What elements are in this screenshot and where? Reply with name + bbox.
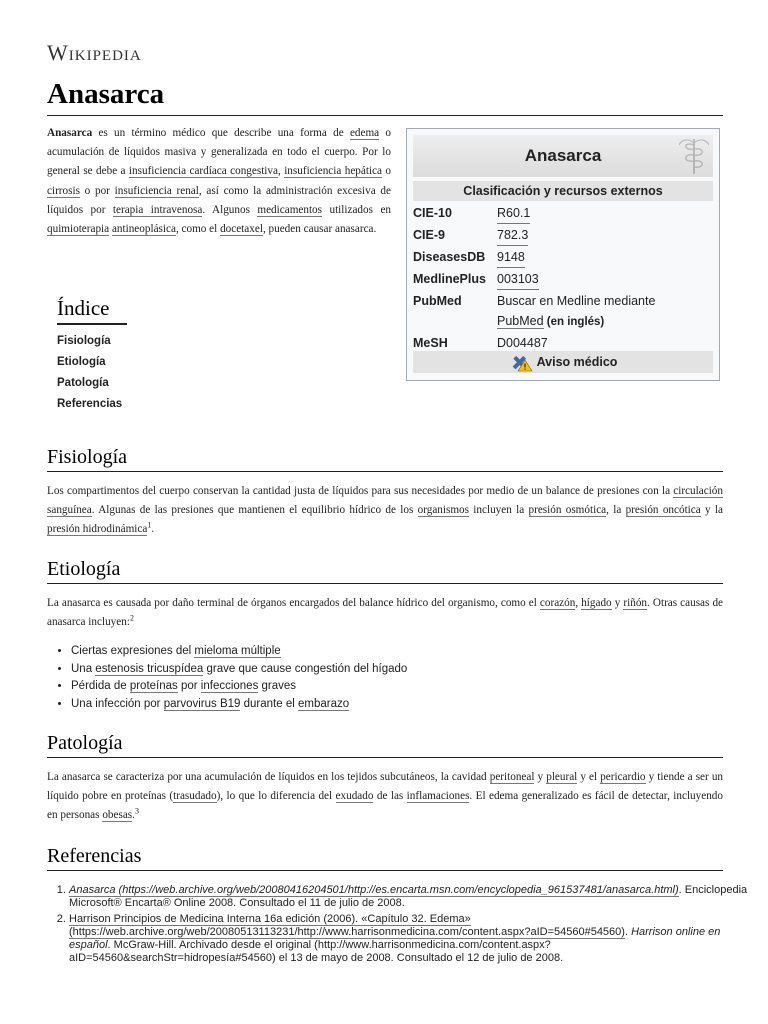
link-inflamaciones[interactable]: inflamaciones [406,790,470,803]
body-text: y tiende a ser un líquido pobre en proteínas ( [47,771,724,803]
list-text: grave que cause congestión del hígado [203,662,408,675]
infobox-value: Buscar en Medline mediante [497,294,656,308]
section-body-etiologia [47,594,723,632]
infobox-value[interactable]: D004487 [497,333,548,354]
table-of-contents [57,296,127,415]
medical-warning-icon [509,354,533,372]
link-pericardio[interactable]: pericardio [600,771,646,783]
section-heading-fisiologia: Fisiología [47,446,723,472]
link-docetaxel[interactable]: docetaxel [220,223,263,236]
reference-publication: Harrison online en español [69,926,721,951]
references-list [47,884,753,968]
list-item [71,678,711,696]
citation-1[interactable]: 1 [147,520,152,530]
body-text: y [534,771,547,783]
link-pubmed[interactable]: PubMed [497,314,544,328]
list-item [71,643,711,661]
infobox-value[interactable]: 782.3 [497,225,528,246]
lead-paragraph [47,124,391,239]
lead-text: utilizados en [322,203,391,216]
list-text: Ciertas expresiones del [71,645,195,657]
link-insuficiencia-renal[interactable]: insuficiencia renal [114,184,199,197]
link-presion-oncotica[interactable]: presión oncótica [625,504,701,517]
reference-title: Anasarca (https://web.archive.org/web/20080416204501/http://es.encarta.msn.com/encyclopedia_961537481/anasarca.html) [69,884,679,896]
link-corazon[interactable]: corazón [539,597,576,609]
page-title: Anasarca [47,78,723,116]
body-text: . [132,809,135,822]
toc-title: Índice [57,296,127,325]
link-peritoneal[interactable]: peritoneal [489,771,535,783]
lead-text: o acumulación de líquidos masiva y generalizada en todo el cuerpo. Por lo general se debe a [47,127,392,178]
link-medicamentos[interactable]: medicamentos [257,203,323,216]
body-text: y [611,597,624,609]
link-trasudado[interactable]: trasudado [173,790,217,803]
infobox-value[interactable]: 9148 [497,247,525,268]
body-text: . [151,523,155,536]
body-text: La anasarca es causada por daño terminal de órganos encargados del balance hídrico del organismo, como el [47,597,540,609]
reference-item [69,913,753,965]
infobox-row-cie10 [413,203,713,225]
infobox-row-pubmed [413,291,713,333]
link-proteinas[interactable]: proteínas [129,680,178,692]
reference-link[interactable] [69,884,679,897]
link-obesas[interactable]: obesas [102,809,133,822]
infobox-value[interactable]: 003103 [497,269,539,290]
link-parvovirus-b19[interactable]: parvovirus B19 [163,697,241,710]
citation-3[interactable]: 3 [134,806,139,816]
toc-item-referencias[interactable]: Referencias [57,398,123,410]
infobox-key[interactable]: CIE-9 [413,228,445,242]
link-terapia-intravenosa[interactable]: terapia intravenosa [112,203,203,216]
link-insuficiencia-cardiaca[interactable]: insuficiencia cardíaca congestiva [128,165,278,178]
infobox-title [413,135,713,177]
link-embarazo[interactable]: embarazo [297,697,350,710]
lead-text: , [277,165,285,178]
infobox-subtitle: Clasificación y recursos externos [413,181,713,201]
toc-item-etiologia[interactable]: Etiología [57,356,106,368]
link-cirrosis[interactable]: cirrosis [47,184,80,197]
link-edema[interactable]: edema [349,127,380,139]
body-text: . Algunas de las presiones que mantienen el equilibrio hídrico de los [91,504,418,517]
body-text: y la [700,504,723,517]
link-higado[interactable]: hígado [581,597,612,609]
infobox-title-text: Anasarca [524,146,602,165]
infobox-value[interactable]: R60.1 [497,203,530,224]
infobox-key[interactable]: DiseasesDB [413,250,486,264]
body-text: , la [606,504,626,517]
infobox-key[interactable]: CIE-10 [413,206,452,220]
body-text: incluyen la [469,504,529,517]
reference-text: . McGraw-Hill. Archivado desde el original (http://www.harrisonmedicina.com/content.aspx?aID=54560&searchStr=hidropesía#54560) el 13 de mayo de 2008. Consultado el 12 de julio de 2008. [69,939,564,964]
infobox-key[interactable]: PubMed [413,294,462,308]
toc-item-fisiologia[interactable]: Fisiología [57,335,111,347]
infobox-value-line2 [497,311,604,332]
causes-list [55,643,711,713]
toc-item-patologia[interactable]: Patología [57,377,109,389]
list-text: por [177,680,201,692]
reference-link[interactable]: Harrison Principios de Medicina Interna 16a edición (2006). «Capítulo 32. Edema» (https://web.archive.org/web/20080513113231/http://www.harrisonmedicina.com/content.aspx?aID=54560#54560) [69,913,625,938]
body-text: de las [373,790,407,803]
link-insuficiencia-hepatica[interactable]: insuficiencia hepática [284,165,383,178]
lead-term: Anasarca [47,127,93,139]
body-text: Los compartimentos del cuerpo conservan la cantidad justa de líquidos para sus necesidades por medio de un balance de presiones con la [47,485,674,497]
reference-text: . [624,926,632,938]
list-text: graves [258,680,297,692]
lead-text: , como el [175,223,221,236]
list-text: durante el [240,697,298,710]
link-rinon[interactable]: riñón [623,597,648,609]
link-antineoplasica[interactable]: antineoplásica [111,223,176,236]
link-circulacion-sanguinea[interactable]: circulación sanguínea [47,485,723,517]
link-pleural[interactable]: pleural [546,771,578,783]
list-text: Una infección por [71,697,164,710]
link-organismos[interactable]: organismos [417,504,470,517]
body-text: , [575,597,582,609]
list-item [71,661,711,679]
pubmed-language-note: (en inglés) [543,316,605,328]
link-infecciones[interactable]: infecciones [200,680,259,692]
medical-disclaimer[interactable] [413,351,713,373]
section-heading-patologia: Patología [47,732,723,758]
infobox-row-diseasesdb [413,247,713,269]
link-presion-osmotica[interactable]: presión osmótica [528,504,607,517]
lead-text: , así como la administración excesiva de líquidos por [47,184,391,216]
section-heading-referencias: Referencias [47,845,723,871]
lead-text: . Algunos [202,203,258,216]
infobox [406,128,720,381]
caduceus-icon [679,137,709,175]
body-text: y el [577,771,601,783]
medical-disclaimer-text: Aviso médico [536,355,618,369]
list-item [71,696,711,714]
wikipedia-logo[interactable]: Wikipedia [47,40,142,65]
section-body-patologia [47,768,723,826]
body-text: . El edema generalizado es fácil de detectar, incluyendo en personas [47,790,723,822]
link-quimioterapia[interactable]: quimioterapia [47,223,110,236]
body-text: La anasarca se caracteriza por una acumulación de líquidos en los tejidos subcutáneos, la cavidad [47,771,490,783]
list-text: Pérdida de [71,680,130,692]
citation-2[interactable]: 2 [129,613,134,623]
lead-text: es un término médico que describe una forma de [92,127,350,139]
infobox-row-medlineplus [413,269,713,291]
link-mieloma-multiple[interactable]: mieloma múltiple [194,645,281,657]
section-body-fisiologia [47,482,723,540]
section-heading-etiologia: Etiología [47,558,723,584]
link-estenosis-tricuspidea[interactable]: estenosis tricuspídea [95,662,204,675]
infobox-key[interactable]: MeSH [413,336,448,350]
lead-text: o por [79,184,115,197]
link-exudado[interactable]: exudado [335,790,374,803]
lead-text: , pueden causar anasarca. [262,223,377,236]
infobox-key[interactable]: MedlinePlus [413,272,486,286]
lead-text: o [382,165,392,178]
list-text: Una [71,662,96,675]
infobox-row-cie9 [413,225,713,247]
link-presion-hidrodinamica[interactable]: presión hidrodinámica [47,523,148,536]
body-text: . Otras causas de anasarca incluyen: [47,597,724,629]
body-text: ), lo que lo diferencia del [216,790,336,803]
reference-item [69,884,753,910]
reference-text: . Enciclopedia Microsoft® Encarta® Online 2008. Consultado el 11 de julio de 2008. [69,884,748,909]
